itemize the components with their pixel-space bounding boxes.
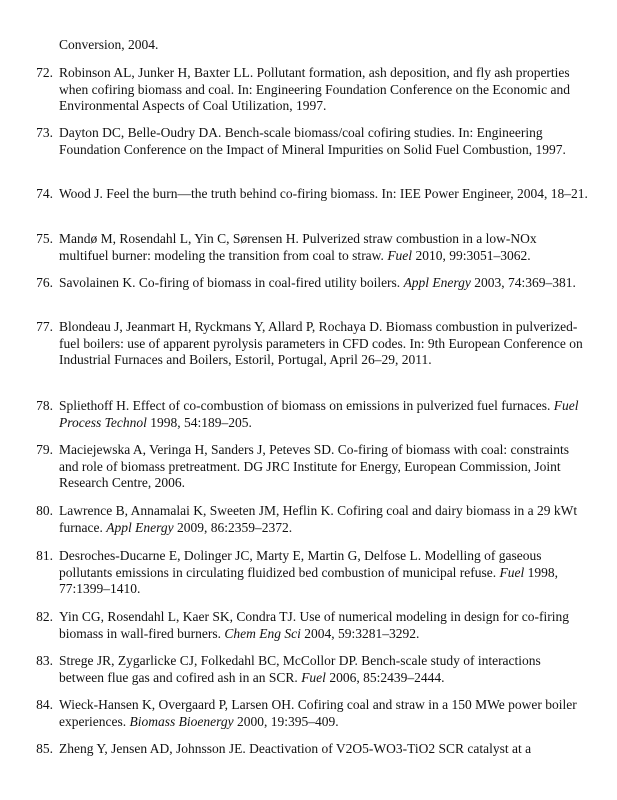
reference-number: 84. [36,697,53,712]
reference-text: Dayton DC, Belle-Oudry DA. Bench-scale biomass/coal cofiring studies. In: Engineering Foundation Conference on the Impact of Mineral Impurities on Solid Fuel Combustion, 1997. [59,125,566,157]
reference-text: Wood J. Feel the burn—the truth behind co-firing biomass. In: IEE Power Engineer, 2004, 18–21. [59,186,588,201]
reference-number: 74. [36,186,53,201]
reference-number: 72. [36,65,53,80]
reference-number: 73. [36,125,53,140]
reference-number: 85. [36,741,53,756]
reference-text: Yin CG, Rosendahl L, Kaer SK, Condra TJ. Use of numerical modeling in design for co-firing biomass in wall-fired burners. Chem Eng Sci 2004, 59:3281–3292. [59,609,570,641]
reference-text: Robinson AL, Junker H, Baxter LL. Pollutant formation, ash deposition, and fly ash properties when cofiring biomass and coal. In: Engineering Foundation Conference on the Economic and Environmental Aspects of Coal Utilization, 1997. [59,65,570,114]
reference-continuation: Conversion, 2004. [59,37,159,52]
reference-text: Lawrence B, Annamalai K, Sweeten JM, Heflin K. Cofiring coal and dairy biomass in a 29 kWt furnace. Appl Energy 2009, 86:2359–2372. [59,503,578,535]
reference-number: 76. [36,275,53,290]
reference-number: 83. [36,653,53,668]
reference-text: Desroches-Ducarne E, Dolinger JC, Marty E, Martin G, Delfose L. Modelling of gaseous pollutants emissions in circulating fluidized bed combustion of municipal refuse. Fuel 1998, 77:1399–1410. [59,548,559,597]
reference-text: Strege JR, Zygarlicke CJ, Folkedahl BC, McCollor DP. Bench-scale study of interactions between flue gas and cofired ash in an SCR. Fuel 2006, 85:2439–2444. [59,653,541,685]
reference-number: 79. [36,442,53,457]
reference-text: Zheng Y, Jensen AD, Johnsson JE. Deactivation of V2O5-WO3-TiO2 SCR catalyst at a [59,741,532,756]
reference-number: 82. [36,609,53,624]
reference-text: Wieck-Hansen K, Overgaard P, Larsen OH. Cofiring coal and straw in a 150 MWe power boiler experiences. Biomass Bioenergy 2000, 19:395–409. [59,697,577,729]
reference-number: 75. [36,231,53,246]
reference-text: Spliethoff H. Effect of co-combustion of biomass on emissions in pulverized fuel furnaces. Fuel Process Technol 1998, 54:189–205. [59,398,579,430]
reference-number: 81. [36,548,53,563]
reference-text: Blondeau J, Jeanmart H, Ryckmans Y, Allard P, Rochaya D. Biomass combustion in pulverized-fuel boilers: use of apparent pyrolysis parameters in CFD codes. In: 9th European Conference on Industrial Furnaces and Boilers, Estoril, Portugal, April 26–29, 2011. [59,319,583,368]
reference-text: Mandø M, Rosendahl L, Yin C, Sørensen H. Pulverized straw combustion in a low-NOx multifuel burner: modeling the transition from coal to straw. Fuel 2010, 99:3051–3062. [59,231,537,263]
reference-number: 77. [36,319,53,334]
reference-text: Savolainen K. Co-firing of biomass in coal-fired utility boilers. Appl Energy 2003, 74:369–381. [59,275,576,290]
reference-text: Maciejewska A, Veringa H, Sanders J, Peteves SD. Co-firing of biomass with coal: constraints and role of biomass pretreatment. DG JRC Institute for Energy, European Commission, Joint Research Centre, 2006. [59,442,570,491]
reference-number: 78. [36,398,53,413]
reference-number: 80. [36,503,53,518]
